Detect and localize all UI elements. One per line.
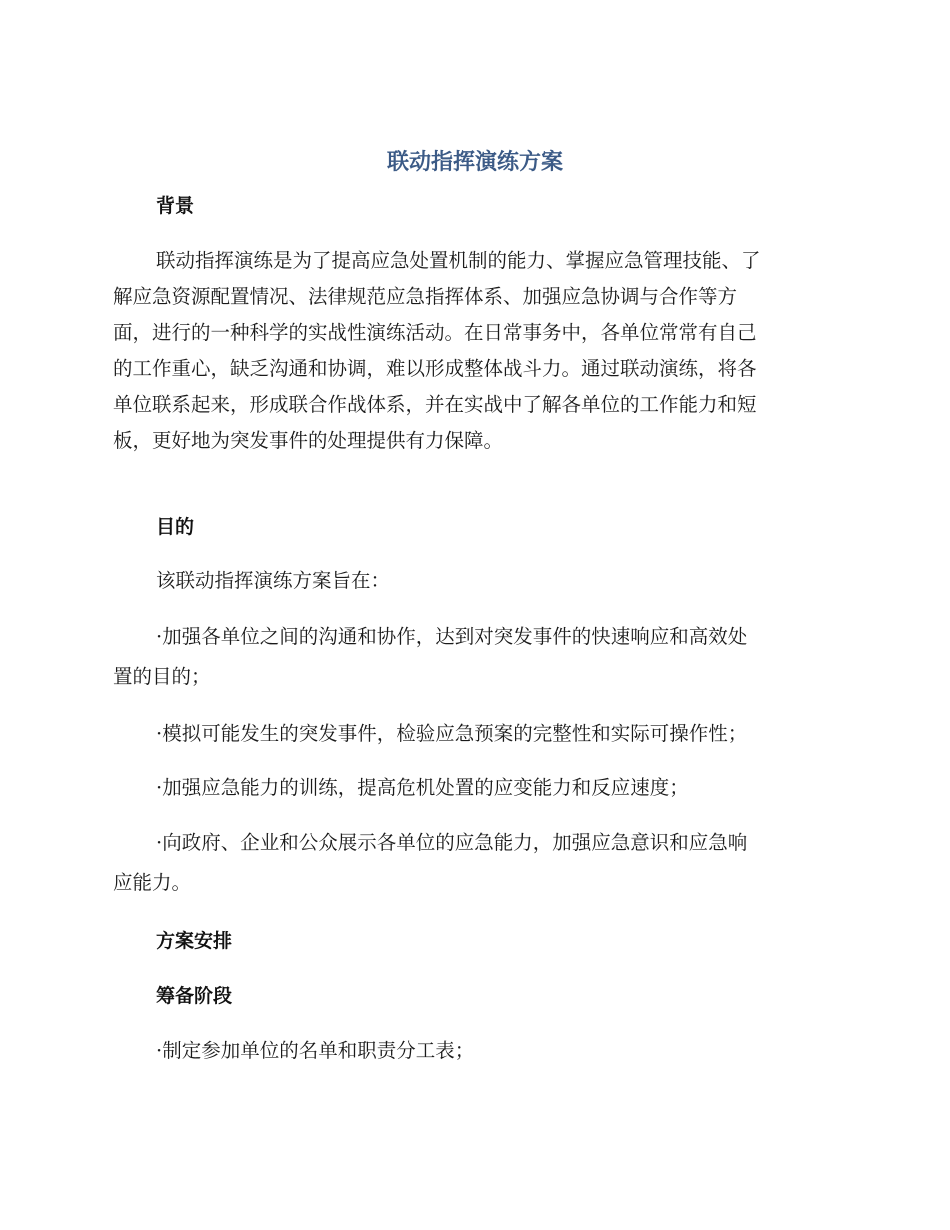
paragraph-line: 单位联系起来，形成联合作战体系，并在实战中了解各单位的工作能力和短	[113, 393, 757, 416]
bullet-marker: ·	[156, 722, 163, 745]
heading-plan: 方案安排	[156, 930, 233, 952]
bullet-item	[113, 1031, 833, 1071]
paragraph-line: 解应急资源配置情况、法律规范应急指挥体系、加强应急协调与合作等方	[113, 285, 738, 308]
bullet-text: 应能力。	[113, 871, 192, 894]
bullet-item	[113, 617, 833, 697]
bullet-marker: ·	[156, 831, 163, 854]
paragraph-line: 联动指挥演练是为了提高应急处置机制的能力、掌握应急管理技能、了	[156, 249, 761, 272]
bullet-text: 加强各单位之间的沟通和协作，达到对突发事件的快速响应和高效处	[162, 625, 748, 648]
document-title: 联动指挥演练方案	[386, 150, 563, 175]
bullet-marker: ·	[156, 776, 163, 799]
bullet-text: 向政府、企业和公众展示各单位的应急能力，加强应急意识和应急响	[162, 831, 748, 854]
paragraph-line: 面，进行的一种科学的实战性演练活动。在日常事务中，各单位常常有自己	[113, 321, 757, 344]
bullet-text: 制定参加单位的名单和职责分工表；	[162, 1039, 475, 1062]
bullet-item	[113, 823, 833, 903]
bullet-text: 加强应急能力的训练，提高危机处置的应变能力和反应速度；	[162, 776, 689, 799]
bullet-text: 置的目的；	[113, 665, 211, 688]
paragraph-line: 的工作重心，缺乏沟通和协调，难以形成整体战斗力。通过联动演练，将各	[113, 357, 757, 380]
bullet-item	[113, 714, 833, 754]
heading-purpose: 目的	[156, 516, 195, 538]
bullet-item	[113, 768, 833, 808]
paragraph-line: 该联动指挥演练方案旨在：	[156, 569, 391, 592]
purpose-intro	[113, 563, 833, 599]
paragraph-line: 板，更好地为突发事件的处理提供有力保障。	[113, 429, 504, 452]
bullet-marker: ·	[156, 625, 163, 648]
heading-background: 背景	[156, 195, 195, 217]
bullet-marker: ·	[156, 1039, 163, 1062]
subheading-preparation: 筹备阶段	[156, 985, 233, 1007]
background-paragraph	[113, 243, 833, 459]
bullet-text: 模拟可能发生的突发事件，检验应急预案的完整性和实际可操作性；	[162, 722, 748, 745]
